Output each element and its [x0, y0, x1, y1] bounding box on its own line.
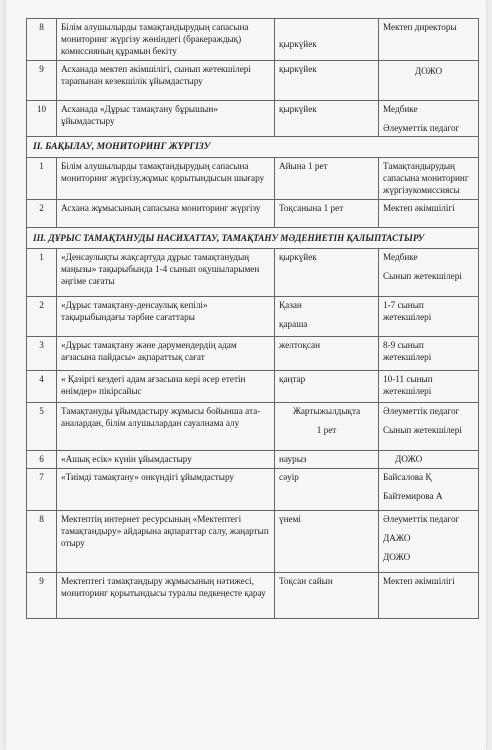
term-text: сәуір [275, 469, 379, 511]
responsible-text: Мектеп әкімшілігі [379, 573, 479, 619]
row-number: 9 [27, 61, 57, 101]
term-text: қыркүйек [275, 249, 379, 297]
row-number: 4 [27, 371, 57, 403]
responsible-text: ДОЖО [379, 451, 479, 469]
table-row [27, 19, 479, 61]
document-page [6, 0, 486, 750]
term-text: Қазан қараша [275, 297, 379, 337]
activity-text: «Тиімді тамақтану» онкүндігі ұйымдастыру [57, 469, 275, 511]
section-header-row [27, 137, 479, 158]
table-row [27, 451, 479, 469]
activity-text: Тамақтануды ұйымдастыру жұмысы бойынша ата-аналардан, білім алушылардан сауалнама алу [57, 403, 275, 451]
term-text: желтоқсан [275, 337, 379, 371]
responsible-text: Әлеуметтік педагог ДАЖО ДОЖО [379, 511, 479, 573]
responsible-text: Байсалова Қ Байтемирова А [379, 469, 479, 511]
table-row [27, 249, 479, 297]
row-number: 10 [27, 101, 57, 137]
activity-text: Білім алушылырды тамақтандырудың сапасына мониторинг жүргізу,жұмыс қорытындысын шығару [57, 158, 275, 200]
responsible-text: ДОЖО [379, 61, 479, 101]
term-text: наурыз [275, 451, 379, 469]
row-number: 9 [27, 573, 57, 619]
table-row [27, 511, 479, 573]
term-text: Тоқсан сайын [275, 573, 379, 619]
table-row [27, 61, 479, 101]
responsible-text: 8-9 сынып жетекшілері [379, 337, 479, 371]
table-row [27, 200, 479, 228]
term-text: Айына 1 рет [275, 158, 379, 200]
table-row [27, 403, 479, 451]
row-number: 3 [27, 337, 57, 371]
table-row [27, 469, 479, 511]
responsible-text: Медбике Сынып жетекшілері [379, 249, 479, 297]
table-row [27, 297, 479, 337]
activity-text: Мектептің интернет ресурсының «Мектептегі тамақтандыру» айдарына ақпараттар салу, жаңартып отыру [57, 511, 275, 573]
term-text: Тоқсанына 1 рет [275, 200, 379, 228]
activity-text: Асханада «Дұрыс тамақтану бұрышын» ұйымдастыру [57, 101, 275, 137]
row-number: 1 [27, 158, 57, 200]
term-text: қаңтар [275, 371, 379, 403]
responsible-text: Мектеп директоры [379, 19, 479, 61]
term-text: қыркүйек [275, 19, 379, 61]
plan-table [26, 18, 479, 619]
activity-text: Асхана жұмысының сапасына мониторинг жүргізу [57, 200, 275, 228]
responsible-text: Тамақтандырудың сапасына мониторинг жүргізукомиссиясы [379, 158, 479, 200]
table-row [27, 101, 479, 137]
responsible-text: Мектеп әкімшілігі [379, 200, 479, 228]
row-number: 2 [27, 200, 57, 228]
activity-text: Мектептегі тамақтандыру жұмысының нәтижесі, мониторинг қорытындысы туралы педкеңесте қарау [57, 573, 275, 619]
row-number: 8 [27, 511, 57, 573]
section-title: II. БАҚЫЛАУ, МОНИТОРИНГ ЖҮРГІЗУ [27, 137, 479, 158]
row-number: 8 [27, 19, 57, 61]
responsible-text: 1-7 сынып жетекшілері [379, 297, 479, 337]
term-text: қыркүйек [275, 101, 379, 137]
table-row [27, 371, 479, 403]
activity-text: «Ашық есік» күнін ұйымдастыру [57, 451, 275, 469]
activity-text: «Дұрыс тамақтану-денсаулық кепілі» тақырыбындағы тәрбие сағаттары [57, 297, 275, 337]
term-text: үнемі [275, 511, 379, 573]
activity-text: Білім алушылырды тамақтандырудың сапасына мониторинг жүргізу жөніндегі (бракераждық) комиссияның құрамын бекіту [57, 19, 275, 61]
activity-text: «Денсаулықты жақсартуда дұрыс тамақтанудың маңызы» тақырыбында 1-4 сынып оқушыларымен әңгіме сағаты [57, 249, 275, 297]
section-header-row [27, 228, 479, 249]
activity-text: «Дұрыс тамақтану және дәрумендердің адам ағзасына пайдасы» ақпараттық сағат [57, 337, 275, 371]
row-number: 1 [27, 249, 57, 297]
responsible-text: Әлеуметтік педагог Сынып жетекшілері [379, 403, 479, 451]
responsible-text: Медбике Әлеуметтік педагог [379, 101, 479, 137]
term-text: қыркүйек [275, 61, 379, 101]
responsible-text: 10-11 сынып жетекшілері [379, 371, 479, 403]
row-number: 7 [27, 469, 57, 511]
activity-text: Асханада мектеп әкімшілігі, сынып жетекшілері тарапынан кезекшілік ұйымдастыру [57, 61, 275, 101]
activity-text: « Қазіргі кездегі адам ағзасына кері әсер ететін өнімдер» пікірсайыс [57, 371, 275, 403]
section-title: III. ДҰРЫС ТАМАҚТАНУДЫ НАСИХАТТАУ, ТАМАҚТАНУ МӘДЕНИЕТІН ҚАЛЫПТАСТЫРУ [27, 228, 479, 249]
table-row [27, 337, 479, 371]
row-number: 6 [27, 451, 57, 469]
term-text: Жартыжылдықта 1 рет [275, 403, 379, 451]
row-number: 5 [27, 403, 57, 451]
table-row [27, 158, 479, 200]
table-row [27, 573, 479, 619]
row-number: 2 [27, 297, 57, 337]
